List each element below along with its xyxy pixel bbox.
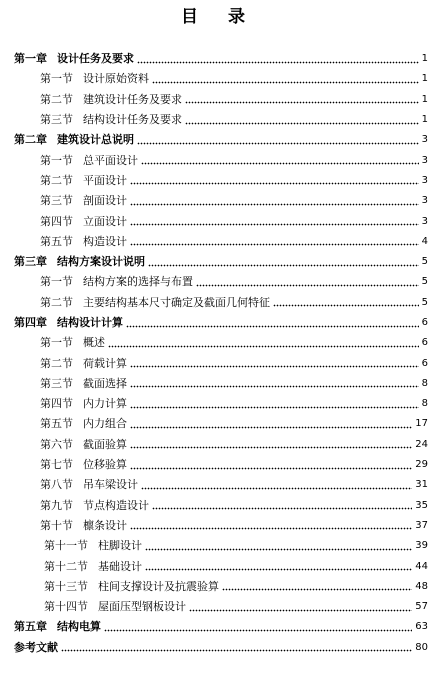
toc-page-number: 3: [421, 174, 428, 186]
toc-entry-number: 第三节: [40, 113, 73, 127]
toc-page-number: 31: [415, 479, 428, 491]
toc-entry-label: 柱脚设计: [98, 539, 142, 553]
toc-page-number: 4: [421, 235, 428, 247]
dot-leader: [104, 629, 412, 632]
dot-leader: [130, 182, 419, 185]
toc-entry-number: 第四章: [14, 316, 47, 329]
toc-entry-label: 内力组合: [83, 417, 127, 431]
toc-chapter-entry[interactable]: [0, 49, 438, 69]
toc-page-number: 48: [415, 580, 428, 592]
toc-page-number: 6: [421, 357, 428, 369]
toc-entry-label: 设计任务及要求: [57, 52, 134, 66]
toc-entry-number: 第三节: [40, 194, 73, 208]
toc-page-number: 1: [421, 114, 428, 126]
toc-page-number: 5: [421, 256, 428, 268]
toc-entry-number: 第一节: [40, 336, 73, 350]
toc-page-number: 3: [421, 154, 428, 166]
dot-leader: [130, 527, 412, 530]
toc-entry-label: 位移验算: [83, 458, 127, 472]
toc-section-entry[interactable]: [0, 353, 438, 373]
toc-entry-label: 建筑设计任务及要求: [83, 92, 182, 106]
dot-leader: [185, 122, 419, 125]
dot-leader: [61, 649, 412, 652]
toc-section-entry[interactable]: [0, 110, 438, 130]
toc-section-entry[interactable]: [0, 150, 438, 170]
toc-entry-number: 第一节: [40, 275, 73, 289]
toc-chapter-entry[interactable]: [0, 617, 438, 637]
toc-page-number: 63: [415, 621, 428, 633]
toc-section-entry[interactable]: [0, 516, 438, 536]
toc-entry-number: 第二节: [40, 295, 73, 309]
toc-entry-number: 第二章: [14, 133, 47, 147]
toc-entry-number: 第二节: [40, 356, 73, 370]
toc-page-number: 3: [421, 195, 428, 207]
toc-entry-label: 节点构造设计: [83, 498, 149, 512]
toc-entry-number: 第十三节: [44, 579, 88, 593]
toc-entry-label: 概述: [83, 336, 105, 350]
dot-leader: [130, 385, 419, 388]
toc-section-entry[interactable]: [0, 211, 438, 231]
toc-page-number: 29: [415, 459, 428, 471]
toc-page-number: 6: [421, 337, 428, 349]
toc-entry-number: 第十节: [40, 518, 73, 532]
dot-leader: [137, 142, 419, 145]
toc-section-entry[interactable]: [0, 556, 438, 576]
toc-entry-label: 参考文献: [14, 640, 58, 654]
toc-section-entry[interactable]: [0, 90, 438, 110]
toc-entry-label: 主要结构基本尺寸确定及截面几何特征: [83, 295, 270, 309]
toc-entry-number: 第五节: [40, 417, 73, 431]
toc-entry-label: 设计原始资料: [83, 72, 149, 86]
toc-section-entry[interactable]: [0, 333, 438, 353]
toc-page-number: 6: [421, 317, 428, 328]
dot-leader: [130, 223, 419, 226]
dot-leader: [273, 304, 419, 307]
dot-leader: [141, 487, 412, 490]
dot-leader: [145, 568, 412, 571]
toc-entry-label: 立面设计: [83, 214, 127, 228]
dot-leader: [222, 588, 412, 591]
toc-section-entry[interactable]: [0, 191, 438, 211]
dot-leader: [126, 325, 419, 328]
toc-page-number: 1: [421, 53, 428, 65]
toc-entry-label: 檩条设计: [83, 518, 127, 532]
toc-entry-number: 第四节: [40, 397, 73, 411]
dot-leader: [152, 81, 419, 84]
toc-section-entry[interactable]: [0, 69, 438, 89]
toc-entry-number: 第六节: [40, 437, 73, 451]
toc-entry-label: 结构方案的选择与布置: [83, 275, 193, 289]
toc-entry-label: 截面验算: [83, 437, 127, 451]
toc-entry-label: 荷载计算: [83, 356, 127, 370]
toc-page-number: 1: [421, 93, 428, 105]
dot-leader: [196, 284, 419, 287]
dot-leader: [108, 345, 419, 348]
toc-entry-number: 第九节: [40, 498, 73, 512]
toc-entry-label: 剖面设计: [83, 194, 127, 208]
toc-entry-number: 第七节: [40, 458, 73, 472]
toc-section-entry[interactable]: [0, 536, 438, 556]
dot-leader: [130, 426, 412, 429]
toc-chapter-entry[interactable]: [0, 130, 438, 150]
toc-section-entry[interactable]: [0, 171, 438, 191]
toc-entry-number: 第二节: [40, 92, 73, 106]
toc-entry-number: 第一节: [40, 153, 73, 167]
dot-leader: [130, 467, 412, 470]
toc-page-number: 8: [421, 377, 428, 389]
toc-entry-label: 结构设计计算: [57, 316, 123, 329]
toc-page-number: 35: [415, 499, 428, 511]
dot-leader: [145, 548, 412, 551]
dot-leader: [130, 365, 419, 368]
toc-section-entry[interactable]: [0, 232, 438, 252]
dot-leader: [141, 162, 419, 165]
toc-section-entry[interactable]: [0, 293, 438, 313]
toc-section-entry[interactable]: [0, 414, 438, 434]
toc-entry-label: 结构设计任务及要求: [83, 113, 182, 127]
toc-page-number: 24: [415, 438, 428, 450]
toc-entry-number: 第十一节: [44, 539, 88, 553]
toc-section-entry[interactable]: [0, 374, 438, 394]
toc-entry-number: 第四节: [40, 214, 73, 228]
dot-leader: [130, 203, 419, 206]
toc-page-number: 37: [415, 519, 428, 531]
toc-section-entry[interactable]: [0, 496, 438, 516]
toc-section-entry[interactable]: [0, 475, 438, 495]
toc-page-number: 80: [415, 641, 428, 653]
toc-section-entry[interactable]: [0, 394, 438, 414]
toc-entry-number: 第三章: [14, 255, 47, 269]
toc-section-entry[interactable]: [0, 597, 438, 617]
toc-entry-label: 截面选择: [83, 376, 127, 390]
toc-page-number: 39: [415, 540, 428, 552]
toc-page-number: 8: [421, 398, 428, 410]
toc-entry-label: 建筑设计总说明: [57, 133, 134, 147]
toc-entry-label: 柱间支撑设计及抗震验算: [98, 579, 219, 593]
toc-entry-number: 第三节: [40, 376, 73, 390]
toc-page-number: 5: [421, 296, 428, 308]
toc-entry-label: 结构电算: [57, 620, 101, 634]
dot-leader: [152, 507, 412, 510]
dot-leader: [185, 101, 419, 104]
toc-entry-label: 结构方案设计说明: [57, 255, 145, 269]
toc-entry-label: 构造设计: [83, 234, 127, 248]
toc-page-number: 3: [421, 134, 428, 146]
toc-section-entry[interactable]: [0, 272, 438, 292]
toc-chapter-entry[interactable]: [0, 638, 438, 658]
toc-section-entry[interactable]: [0, 435, 438, 455]
toc-entry-number: 第五节: [40, 234, 73, 248]
dot-leader: [137, 61, 419, 64]
toc-section-entry[interactable]: [0, 577, 438, 597]
toc-entry-label: 总平面设计: [83, 153, 138, 167]
toc-entry-number: 第二节: [40, 173, 73, 187]
toc-page-number: 1: [421, 73, 428, 85]
toc-entry-number: 第八节: [40, 478, 73, 492]
toc-entry-label: 内力计算: [83, 397, 127, 411]
toc-page-number: 57: [415, 601, 428, 613]
dot-leader: [189, 609, 412, 612]
toc-chapter-entry[interactable]: [0, 313, 438, 333]
dot-leader: [130, 406, 419, 409]
toc-entry-number: 第十四节: [44, 600, 88, 614]
toc-entry-label: 吊车梁设计: [83, 478, 138, 492]
toc-entry-number: 第十二节: [44, 559, 88, 573]
toc-entry-number: 第一节: [40, 72, 73, 86]
dot-leader: [148, 264, 419, 267]
toc-entry-label: 平面设计: [83, 173, 127, 187]
toc-entry-label: 基础设计: [98, 559, 142, 573]
toc-page-number: 17: [415, 418, 428, 430]
toc-page-number: 3: [421, 215, 428, 227]
toc-section-entry[interactable]: [0, 455, 438, 475]
dot-leader: [130, 243, 419, 246]
toc-entry-label: 屋面压型钢板设计: [98, 600, 186, 614]
toc-title: 目 录: [181, 7, 257, 27]
toc-page-number: 5: [421, 276, 428, 288]
toc-entry-number: 第一章: [14, 52, 47, 66]
toc-entry-number: 第五章: [14, 620, 47, 634]
toc-chapter-entry[interactable]: [0, 252, 438, 272]
toc-page-number: 44: [415, 560, 428, 572]
dot-leader: [130, 446, 412, 449]
toc-list: [0, 49, 438, 658]
